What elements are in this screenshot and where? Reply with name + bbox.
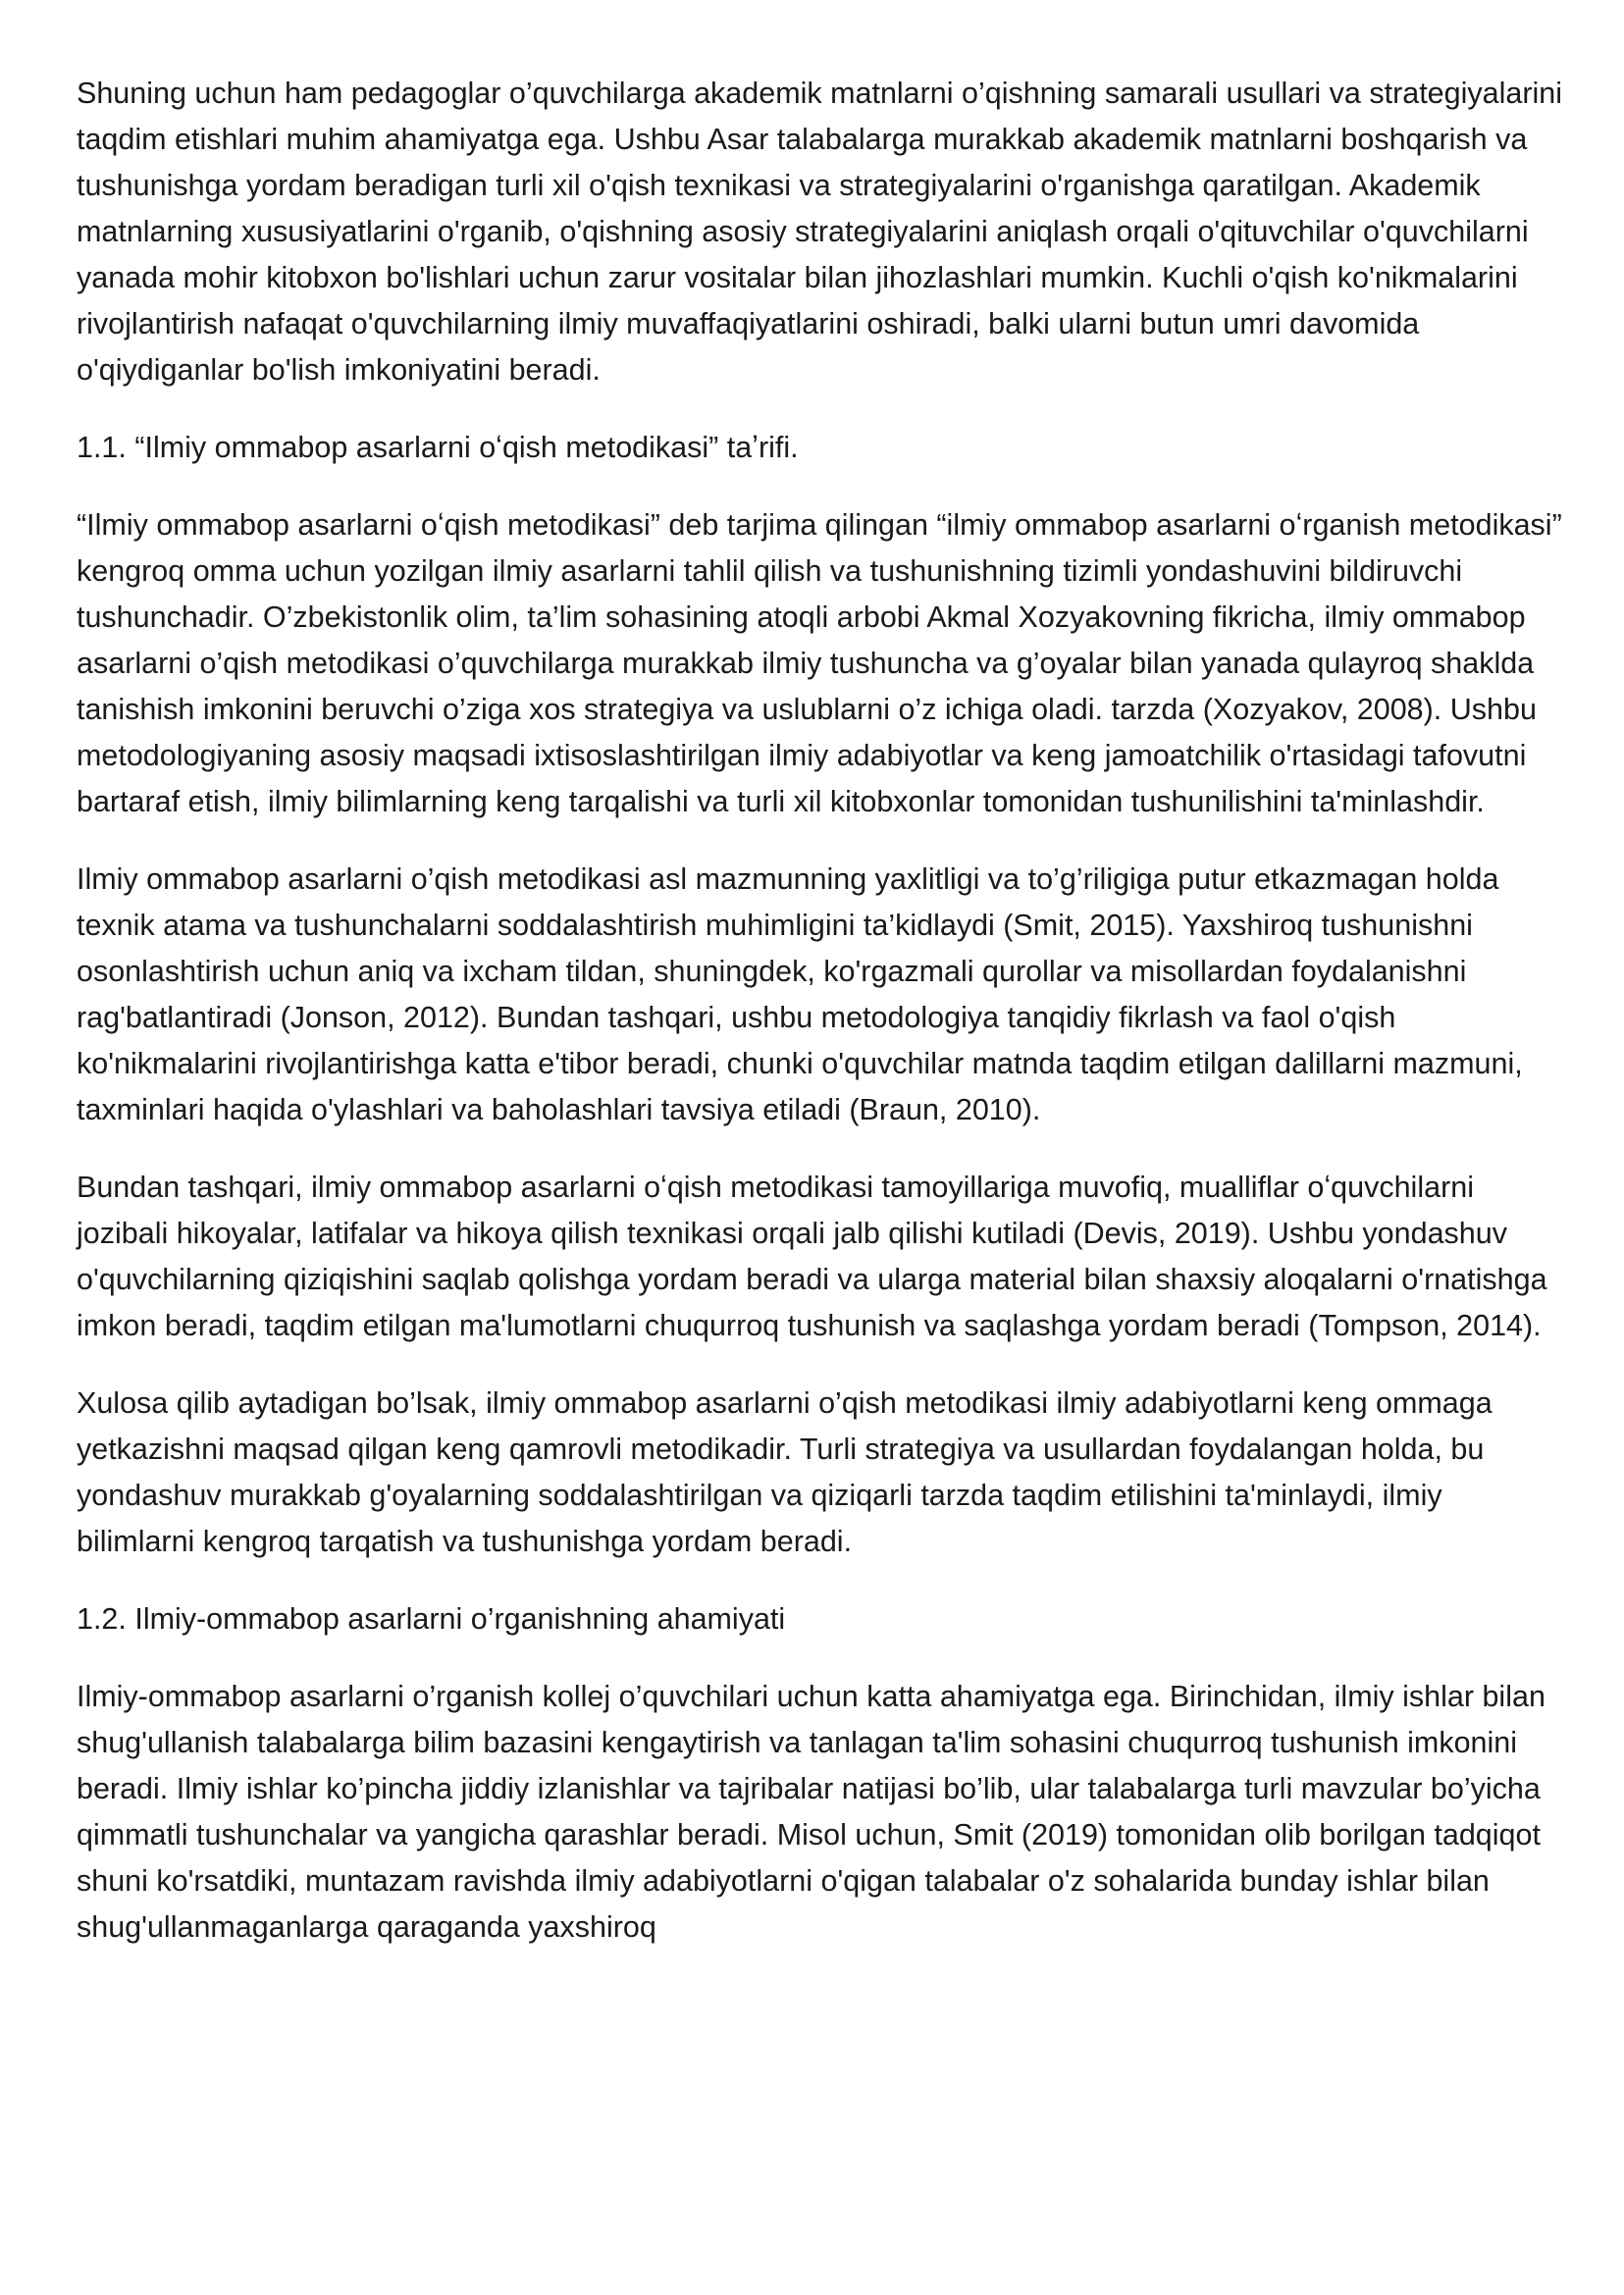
body-paragraph: “Ilmiy ommabop asarlarni oʻqish metodikasi” deb tarjima qilingan “ilmiy ommabop asarlarni oʻrganish metodikasi” kengroq omma uchun yozilgan ilmiy asarlarni tahlil qilish va tushunishning tizimli yondashuvini bildiruvchi tushunchadir. O’zbekistonlik olim, ta’lim sohasining atoqli arbobi Akmal Xozyakovning fikricha, ilmiy ommabop asarlarni o’qish metodikasi o’quvchilarga murakkab ilmiy tushuncha va g’oyalar bilan yanada qulayroq shaklda tanishish imkonini beruvchi o’ziga xos strategiya va uslublarni o’z ichiga oladi. tarzda (Xozyakov, 2008). Ushbu metodologiyaning asosiy maqsadi ixtisoslashtirilgan ilmiy adabiyotlar va keng jamoatchilik o'rtasidagi tafovutni bartaraf etish, ilmiy bilimlarning keng tarqalishi va turli xil kitobxonlar tomonidan tushunilishini ta'minlashdir. (77, 508, 1562, 818)
section-heading: 1.1. “Ilmiy ommabop asarlarni oʻqish metodikasi” taʼrifi. (77, 431, 799, 464)
body-paragraph: Bundan tashqari, ilmiy ommabop asarlarni oʻqish metodikasi tamoyillariga muvofiq, mualliflar oʻquvchilarni jozibali hikoyalar, latifalar va hikoya qilish texnikasi orqali jalb qilishi kutiladi (Devis, 2019). Ushbu yondashuv o'quvchilarning qiziqishini saqlab qolishga yordam beradi va ularga material bilan shaxsiy aloqalarni o'rnatishga imkon beradi, taqdim etilgan ma'lumotlarni chuqurroq tushunish va saqlashga yordam beradi (Tompson, 2014). (77, 1171, 1547, 1342)
section-heading: 1.2. Ilmiy-ommabop asarlarni o’rganishning ahamiyati (77, 1602, 786, 1636)
body-paragraph: Xulosa qilib aytadigan bo’lsak, ilmiy ommabop asarlarni o’qish metodikasi ilmiy adabiyotlarni keng ommaga yetkazishni maqsad qilgan keng qamrovli metodikadir. Turli strategiya va usullardan foydalangan holda, bu yondashuv murakkab g'oyalarning soddalashtirilgan va qiziqarli tarzda taqdim etilishini ta'minlaydi, ilmiy bilimlarni kengroq tarqatish va tushunishga yordam beradi. (77, 1386, 1493, 1558)
document-page (77, 71, 1568, 1982)
body-paragraph: Ilmiy-ommabop asarlarni o’rganish kollej o’quvchilari uchun katta ahamiyatga ega. Birinchidan, ilmiy ishlar bilan shug'ullanish talabalarga bilim bazasini kengaytirish va tanlagan ta'lim sohasini chuqurroq tushunish imkonini beradi. Ilmiy ishlar ko’pincha jiddiy izlanishlar va tajribalar natijasi bo’lib, ular talabalarga turli mavzular bo’yicha qimmatli tushunchalar va yangicha qarashlar beradi. Misol uchun, Smit (2019) tomonidan olib borilgan tadqiqot shuni ko'rsatdiki, muntazam ravishda ilmiy adabiyotlarni o'qigan talabalar o'z sohalarida bunday ishlar bilan shug'ullanmaganlarga qaraganda yaxshiroq (77, 1680, 1545, 1944)
body-paragraph: Ilmiy ommabop asarlarni o’qish metodikasi asl mazmunning yaxlitligi va to’g’riligiga putur etkazmagan holda texnik atama va tushunchalarni soddalashtirish muhimligini ta’kidlaydi (Smit, 2015). Yaxshiroq tushunishni osonlashtirish uchun aniq va ixcham tildan, shuningdek, ko'rgazmali qurollar va misollardan foydalanishni rag'batlantiradi (Jonson, 2012). Bundan tashqari, ushbu metodologiya tanqidiy fikrlash va faol o'qish ko'nikmalarini rivojlantirishga katta e'tibor beradi, chunki o'quvchilar matnda taqdim etilgan dalillarni mazmuni, taxminlari haqida o'ylashlari va baholashlari tavsiya etiladi (Braun, 2010). (77, 862, 1523, 1126)
body-paragraph: Shuning uchun ham pedagoglar o’quvchilarga akademik matnlarni o’qishning samarali usullari va strategiyalarini taqdim etishlari muhim ahamiyatga ega. Ushbu Asar talabalarga murakkab akademik matnlarni boshqarish va tushunishga yordam beradigan turli xil o'qish texnikasi va strategiyalarini o'rganishga qaratilgan. Akademik matnlarning xususiyatlarini o'rganib, o'qishning asosiy strategiyalarini aniqlash orqali o'qituvchilar o'quvchilarni yanada mohir kitobxon bo'lishlari uchun zarur vositalar bilan jihozlashlari mumkin. Kuchli o'qish ko'nikmalarini rivojlantirish nafaqat o'quvchilarning ilmiy muvaffaqiyatlarini oshiradi, balki ularni butun umri davomida o'qiydiganlar bo'lish imkoniyatini beradi. (77, 77, 1562, 387)
